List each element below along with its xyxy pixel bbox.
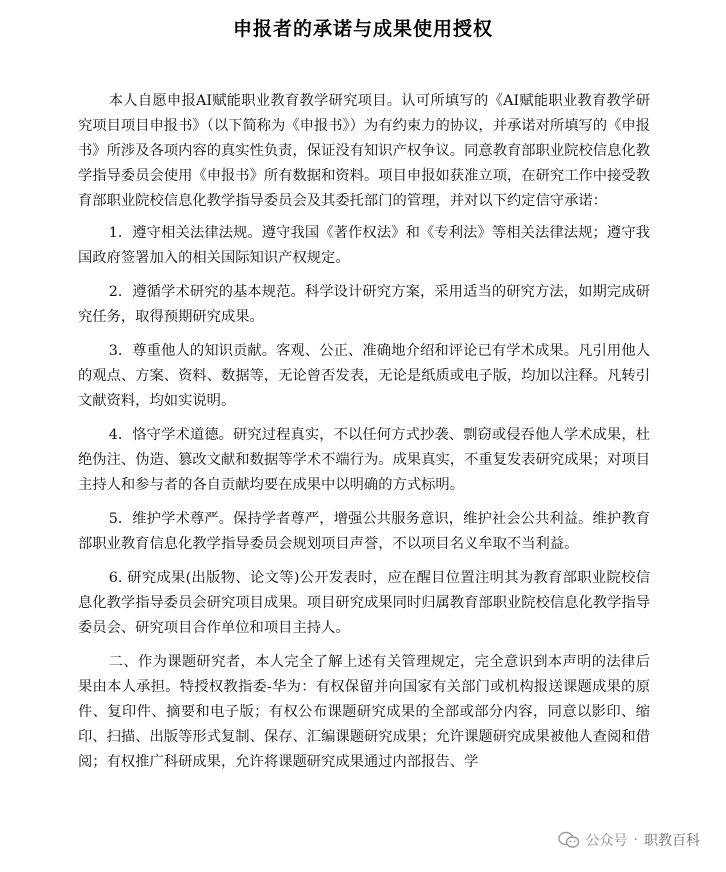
authorization-paragraph: 二、作为课题研究者，本人完全了解上述有关管理规定，完全意识到本声明的法律后果由本人承担。特授权教指委-华为：有权保留并向国家有关部门或机构报送课题成果的原件、复印件、摘要和电子版；有权公布课题研究成果的全部或部分内容，同意以影印、缩印、扫描、出版等形式复制、保存、汇编课题研究成果；允许课题研究成果被他人查阅和借阅；有权推广科研成果，允许将课题研究成果通过内部报告、学 (78, 654, 650, 770)
intro-paragraph: 本人自愿申报AI赋能职业教育教学研究项目。认可所填写的《AI赋能职业教育教学研究项目项目申报书》（以下简称为《申报书》）为有约束力的协议，并承诺对所填写的《申报书》所涉及各项内容的真实性负责，保证没有知识产权争议。同意教育部职业院校信息化教学指导委员会使用《申报书》所有数据和资料。项目申报如获准立项，在研究工作中接受教育部职业院校信息化教学指导委员会及其委托部门的管理，并对以下约定信守承诺： (78, 93, 650, 209)
commitment-item-3: 3．尊重他人的知识贡献。客观、公正、准确地介绍和评论已有学术成果。凡引用他人的观点、方案、资料、数据等，无论曾否发表，无论是纸质或电子版，均加以注释。凡转引文献资料，均如实说明。 (78, 343, 650, 409)
commitment-item-4: 4．恪守学术道德。研究过程真实，不以任何方式抄袭、剽窃或侵吞他人学术成果，杜绝伪注、伪造、篡改文献和数据等学术不端行为。成果真实，不重复发表研究成果；对项目主持人和参与者的各自贡献均要在成果中以明确的方式标明。 (78, 427, 650, 493)
commitment-item-2: 2．遵循学术研究的基本规范。科学设计研究方案，采用适当的研究方法，如期完成研究任务，取得预期研究成果。 (78, 284, 650, 325)
commitment-item-1: 1．遵守相关法律法规。遵守我国《著作权法》和《专利法》等相关法律法规；遵守我国政府签署加入的相关国际知识产权规定。 (78, 225, 650, 266)
watermark-separator: · (633, 832, 638, 848)
commitment-item-5: 5．维护学术尊严。保持学者尊严，增强公共服务意识，维护社会公共利益。维护教育部职业教育信息化教学指导委员会规划项目声誉，不以项目名义牟取不当利益。 (78, 511, 650, 552)
document-body (78, 89, 650, 784)
wechat-icon (558, 831, 580, 849)
watermark-label: 公众号 (585, 833, 628, 849)
watermark-account: 职教百科 (644, 833, 700, 849)
commitment-item-6: 6. 研究成果(出版物、论文等)公开发表时，应在醒目位置注明其为教育部职业院校信息化教学指导委员会研究项目成果。项目研究成果同时归属教育部职业院校信息化教学指导委员会、研究项目合作单位和项目主持人。 (78, 570, 650, 636)
document-title: 申报者的承诺与成果使用授权 (232, 18, 493, 40)
wechat-watermark (554, 828, 704, 852)
